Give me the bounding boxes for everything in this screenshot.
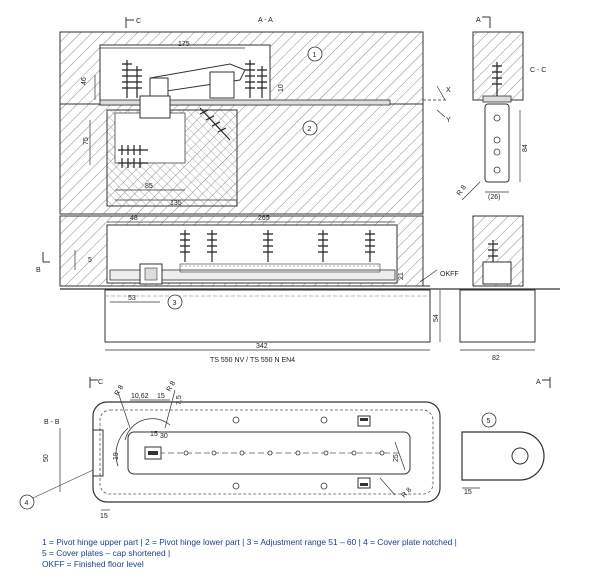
closer-body — [105, 290, 430, 342]
dim-5: 5 — [88, 257, 92, 264]
dim-46: 46 — [81, 77, 88, 85]
legend-separator: | — [140, 537, 143, 547]
dim-7-5: 7,5 — [176, 395, 183, 405]
dim-15-cap: 15 — [464, 489, 472, 496]
cut-b-left: B — [36, 267, 41, 274]
dim-342: 342 — [256, 343, 268, 350]
view-title-c-c: C - C — [530, 67, 547, 74]
callout-1: 1 — [312, 52, 317, 59]
legend-item-1: 1 = Pivot hinge upper part — [42, 537, 139, 547]
legend-separator: | — [454, 537, 457, 547]
dim-50: 50 — [43, 454, 50, 462]
model-label: TS 550 NV / TS 550 N EN4 — [210, 357, 296, 364]
cap-outline — [462, 432, 544, 480]
legend-item-okff: OKFF = Finished floor level — [42, 559, 144, 569]
callout-3: 3 — [172, 300, 177, 307]
legend-item-4: 4 = Cover plate notched — [363, 537, 453, 547]
dim-10-62: 10,62 — [131, 393, 149, 400]
section-c-c — [456, 17, 546, 362]
dim-15-mid: 15 — [150, 431, 158, 438]
dim-82: 82 — [492, 355, 500, 362]
label-x: X — [446, 87, 451, 94]
callout-4: 4 — [24, 500, 29, 507]
dim-15-bottom: 15 — [100, 513, 108, 520]
legend-separator: | — [167, 548, 171, 558]
cut-a-bottom: A — [536, 379, 541, 386]
dim-84: 84 — [522, 144, 529, 152]
cut-c-bottom: C — [98, 379, 104, 386]
legend-item-2: 2 = Pivot hinge lower part — [145, 537, 240, 547]
legend-separator: | — [358, 537, 361, 547]
cover-cap-detail — [462, 413, 544, 496]
dim-85: 85 — [145, 183, 153, 190]
dim-48: 48 — [130, 215, 138, 222]
dim-53: 53 — [128, 295, 136, 302]
callout-5: 5 — [486, 418, 491, 425]
label-y: Y — [446, 117, 451, 124]
label-okff: OKFF — [440, 271, 459, 278]
legend-item-3: 3 = Adjustment range 51 – 60 — [246, 537, 357, 547]
dim-r8: R 8 — [455, 184, 468, 198]
dim-15-top: 15 — [157, 393, 165, 400]
dim-265: 265 — [258, 215, 270, 222]
section-a-a — [60, 17, 451, 214]
dim-r8-right: R 8 — [165, 380, 178, 393]
view-title-b-b: B - B — [44, 419, 60, 426]
cut-c-top: C — [136, 18, 142, 25]
legend-item-5: 5 = Cover plates – cap shortened — [42, 548, 166, 558]
dim-75: 75 — [83, 137, 90, 145]
dim-25: 25 — [393, 454, 400, 462]
dim-19: 19 — [113, 452, 120, 460]
dim-26: (26) — [488, 194, 501, 201]
dim-30: 30 — [160, 433, 168, 440]
dim-10: 10 — [278, 84, 285, 92]
dim-175: 175 — [178, 41, 190, 48]
dim-r8-left: R 8 — [113, 384, 126, 397]
dim-54: 54 — [433, 314, 440, 322]
dim-135: 135 — [170, 200, 182, 207]
view-title-a-a: A - A — [258, 17, 273, 24]
legend — [42, 537, 572, 570]
dim-21: 21 — [398, 272, 405, 280]
side-closer-body — [460, 290, 535, 342]
callout-2: 2 — [307, 126, 312, 133]
legend-separator: | — [242, 537, 245, 547]
cut-a-top: A — [476, 17, 481, 24]
dim-r8-bottom: R 8 — [400, 486, 414, 500]
